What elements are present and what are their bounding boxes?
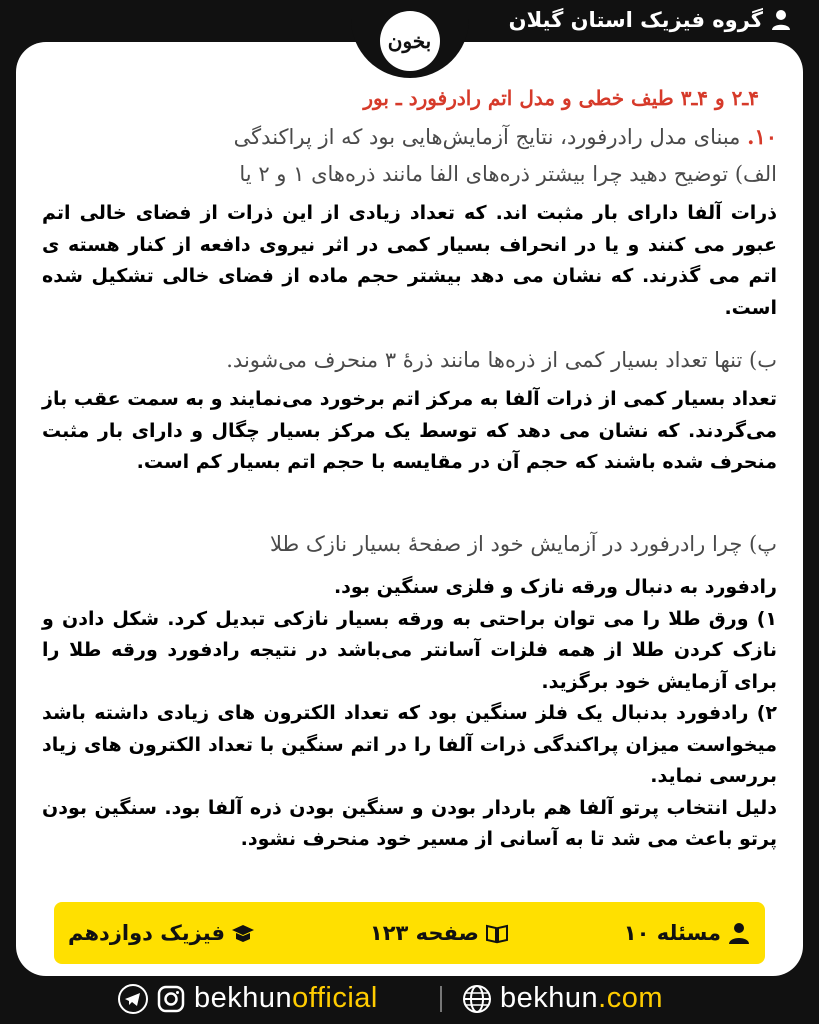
question-part-c: پ) چرا رادرفورد در آزمایش خود از صفحهٔ بسیار نازک طلا bbox=[269, 532, 777, 556]
answer-a-text: ذرات آلفا دارای بار مثبت اند. که تعداد زیادی از این ذرات از فضای خالی اتم عبور می کنند و یا در انحراف بسیار کمی در اثر نیروی دافعه از کنار هسته ی اتم می گذرند. که نشان می دهد بیشتر حجم ماده از فضای خالی تشکیل شده است. bbox=[42, 202, 777, 319]
answer-c-2: ۲) رادفورد بدنبال یک فلز سنگین بود که تعداد الکترون های زیادی داشته باشد میخواست میزان پراکندگی ذرات آلفا را در اتم سنگین با تعداد الکترون های زیاد بررسی نماید. bbox=[42, 702, 777, 787]
answer-c-intro: رادفورد به دنبال ورقه نازک و فلزی سنگین بود. bbox=[333, 576, 777, 598]
handle-accent: official bbox=[292, 982, 378, 1014]
social-bar bbox=[0, 982, 819, 1016]
page-number: صفحه ۱۲۳ bbox=[369, 921, 479, 945]
social-handle[interactable] bbox=[118, 982, 378, 1015]
question-intro-text: مبنای مدل رادرفورد، نتایج آزمایش‌هایی بود که از پراکندگی bbox=[233, 125, 741, 149]
answer-b-text: تعداد بسیار کمی از ذرات آلفا به مرکز اتم برخورد می‌نمایند و به سمت عقب باز می‌گردند. که نشان می دهد که توسط یک مرکز بسیار چگال و دارای بار مثبت منحرف شده باشند که حجم آن در مقایسه با حجم اتم بسیار کم است. bbox=[42, 388, 777, 473]
site-main: bekhun bbox=[500, 982, 599, 1014]
site-accent: .com bbox=[598, 982, 663, 1014]
book-name: فیزیک دوازدهم bbox=[68, 921, 226, 945]
divider bbox=[440, 986, 442, 1012]
question-intro bbox=[234, 124, 777, 149]
student-icon bbox=[727, 921, 751, 945]
user-icon bbox=[771, 9, 791, 31]
group-name: گروه فیزیک استان گیلان bbox=[508, 8, 763, 32]
question-part-b: ب) تنها تعداد بسیار کمی از ذره‌ها مانند ذرهٔ ۳ منحرف می‌شوند. bbox=[226, 348, 777, 372]
info-bar bbox=[54, 902, 765, 964]
answer-c-reason: دلیل انتخاب پرتو آلفا هم باردار بودن و سنگین بودن ذره آلفا بود. سنگین بودن پرتو باعث می شد تا به آسانی از مسیر خود منحرف نشود. bbox=[42, 796, 777, 850]
question-number: ۱۰. bbox=[747, 124, 777, 149]
handle-main: bekhun bbox=[194, 982, 293, 1014]
answer-a bbox=[42, 198, 777, 324]
instagram-icon[interactable] bbox=[156, 984, 186, 1014]
book-label bbox=[68, 921, 255, 945]
question-part-a: الف) توضیح دهید چرا بیشتر ذره‌های الفا مانند ذره‌های ۱ و ۲ یا bbox=[239, 162, 777, 186]
answer-b bbox=[42, 384, 777, 479]
content-card bbox=[16, 42, 803, 976]
section-heading: ۴ـ۲ و ۴ـ۳ طیف خطی و مدل اتم رادرفورد ـ بور bbox=[363, 86, 759, 110]
telegram-icon[interactable] bbox=[118, 984, 148, 1014]
answer-c bbox=[42, 572, 777, 856]
answer-c-1: ۱) ورق طلا را می توان براحتی به ورقه بسیار نازکی تبدیل کرد. شکل دادن و نازک کردن طلا از همه فلزات آسانتر می‌باشد در نتیجه رادفورد ورقه طلا را برای آزمایش خود برگزید. bbox=[42, 607, 777, 693]
graduation-cap-icon bbox=[231, 921, 255, 945]
open-book-icon bbox=[485, 921, 509, 945]
page-label bbox=[370, 921, 509, 945]
globe-icon bbox=[462, 984, 492, 1014]
group-title bbox=[509, 8, 791, 32]
website-link[interactable] bbox=[462, 982, 663, 1015]
logo-mark: بخون bbox=[380, 11, 440, 71]
problem-number: مسئله ۱۰ bbox=[623, 921, 721, 945]
problem-label bbox=[624, 921, 751, 945]
